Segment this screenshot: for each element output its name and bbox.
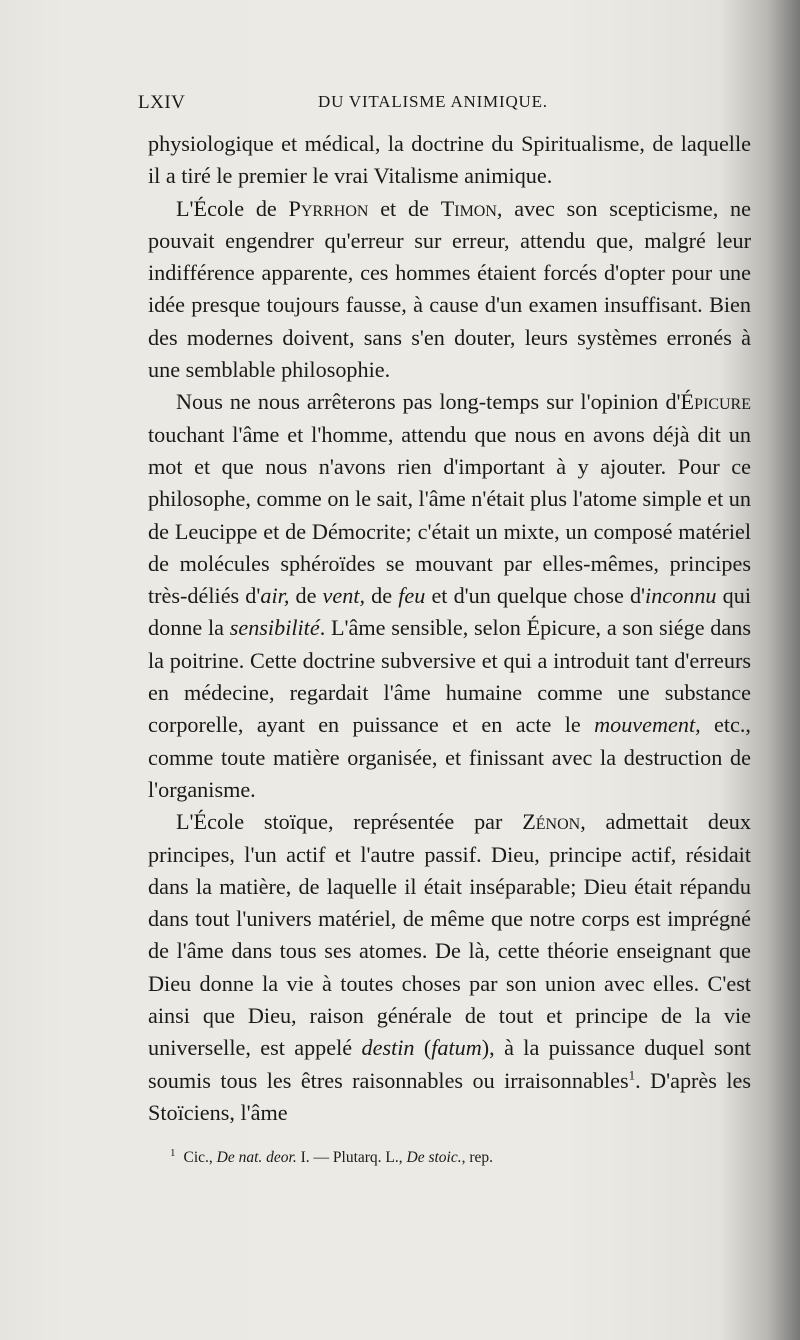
text-run: vent, [322, 583, 366, 609]
text-run: ( [414, 1035, 432, 1061]
text-run: air, [260, 583, 290, 609]
text-run: et d'un quelque chose d' [425, 583, 646, 609]
footnote-ref: 1 [628, 1067, 636, 1083]
text-run: Zénon [522, 809, 581, 835]
paragraph [148, 386, 751, 806]
footnote-text-2: I. — Plutarq. L., [296, 1149, 407, 1167]
text-run: physiologique et médical, la doctrine du Spiritualisme, de laquelle il a tiré le premier le vrai Vitalisme animique. [148, 131, 751, 189]
footnote-text-1: Cic., [183, 1149, 217, 1167]
text-run: Timon [440, 195, 497, 221]
footnote-number: 1 [170, 1147, 176, 1160]
body-text [148, 128, 751, 1129]
footnote [148, 1143, 751, 1168]
text-run: touchant l'âme et l'homme, attendu que nous en avons déjà dit un mot et que nous n'avons rien d'important à y ajouter. Pour ce philosophe, comme on le sait, l'âme n'était plus l'atome simple et un de Leucippe et de Démocrite; c'était un mixte, un composé matériel de molécules sphéroïdes se mouvant par elles-mêmes, principes très-déliés d' [148, 421, 751, 609]
text-run: L'École stoïque, représentée par [176, 809, 523, 835]
footnote-title-1: De nat. deor. [216, 1149, 297, 1167]
text-run: Épicure [680, 389, 751, 415]
text-run: et de [368, 195, 441, 221]
text-run: de [365, 583, 399, 609]
paragraph [148, 128, 751, 193]
paragraph [148, 806, 751, 1129]
text-run: . L'âme sensible, selon Épicure, a son siége dans la poitrine. Cette doctrine subversive et qui a introduit tant d'erreurs en médecine, regardait l'âme humaine comme une substance corporelle, ayant en puissance et en acte le [148, 615, 751, 738]
page-content [138, 88, 751, 1168]
text-run: . D'après les Stoïciens, l'âme [148, 1067, 751, 1125]
text-run: feu [398, 583, 426, 609]
text-run: qui donne la [148, 583, 751, 641]
text-run: Pyrrhon [288, 195, 369, 221]
page-number: LXIV [138, 92, 186, 113]
text-run: ), à la puissance duquel sont soumis tous les êtres raisonnables ou irraisonnables [148, 1035, 751, 1093]
text-run: , avec son scepticisme, ne pouvait engendrer qu'erreur sur erreur, attendu que, malgré leur indifférence apparente, ces hommes étaient forcés d'opter pour une idée presque toujours fausse, à cause d'un examen insuffisant. Bien des modernes doivent, sans s'en douter, leurs systèmes erronés à une semblable philosophie. [148, 195, 751, 383]
text-run: destin [361, 1035, 415, 1061]
text-run: sensibilité [229, 615, 320, 641]
text-run: , admettait deux principes, l'un actif et l'autre passif. Dieu, principe actif, résidait dans la matière, de laquelle il était inséparable; Dieu était répandu dans tout l'univers matériel, de même que notre corps est imprégné de l'âme dans tous ses atomes. De là, cette théorie enseignant que Dieu donne la vie à toutes choses par son union avec elles. C'est ainsi que Dieu, raison générale de tout et principe de la vie universelle, est appelé [148, 809, 751, 1061]
paragraph [148, 193, 751, 387]
footnote-title-2: De stoic. [406, 1149, 462, 1167]
text-run: de [289, 583, 323, 609]
text-run: fatum [431, 1035, 482, 1061]
footnote-text-3: , rep. [461, 1149, 494, 1167]
text-run: etc., comme toute matière organisée, et finissant avec la destruction de l'organisme. [148, 712, 751, 802]
text-run: L'École de [176, 195, 289, 221]
running-title: DU VITALISME ANIMIQUE. [318, 92, 548, 111]
text-run: mouvement, [594, 712, 701, 738]
text-run: Nous ne nous arrêterons pas long-temps sur l'opinion d' [176, 389, 681, 415]
text-run: inconnu [645, 583, 717, 609]
page-header [138, 88, 751, 120]
